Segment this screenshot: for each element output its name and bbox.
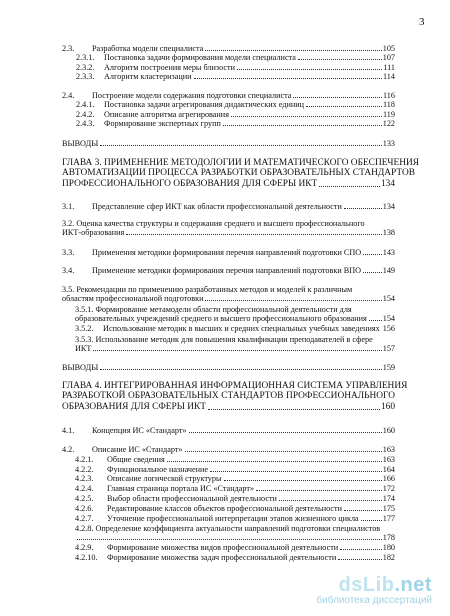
toc-entry-line: 3.5.3. Использование методик для повышения квалификации преподавателей в сфере (75, 335, 373, 344)
toc-leader-dots (93, 350, 381, 351)
toc-entry[interactable] (62, 381, 408, 412)
toc-entry-page: 111 (383, 63, 395, 72)
toc-leader-dots (210, 471, 382, 472)
toc-entry[interactable] (75, 524, 395, 542)
toc-entry-line: 3.5.1. Формирование метамодели области профессиональной деятельности для (75, 305, 352, 314)
toc-entry[interactable] (62, 44, 395, 53)
toc-entry-line: ГЛАВА 3. ПРИМЕНЕНИЕ МЕТОДОЛОГИИ И МАТЕМАТИЧЕСКОГО ОБЕСПЕЧЕНИЯ (62, 158, 420, 168)
toc-entry-title: Уточнение профессиональной интерпретации этапов жизненного цикла (107, 514, 359, 523)
toc-entry-row (75, 344, 395, 353)
toc-entry[interactable] (76, 119, 395, 128)
toc-entry-line: 3.5. Рекомендации по применению разработанных методов и моделей к различным (62, 285, 353, 294)
toc-entry-title: Представление сфер ИКТ как области профессиональной деятельности (92, 202, 342, 211)
toc-entry-number: 2.3.2. (76, 63, 95, 72)
toc-entry-row (62, 228, 395, 237)
toc-entry-title: Формирование множества задач профессиональной деятельности (107, 553, 337, 562)
toc-entry-title: Использование методик в высших и средних специальных учебных заведениях (103, 324, 380, 333)
toc-entry-line: РАЗРАБОТКОЙ ОБРАЗОВАТЕЛЬНЫХ СТАНДАРТОВ ПРОФЕССИОНАЛЬНОГО (62, 391, 395, 402)
toc-entry-title: Выбор области профессиональной деятельности (107, 494, 277, 503)
toc-leader-dots (338, 559, 381, 560)
toc-leader-dots (100, 369, 381, 370)
toc-entry-page: 116 (383, 91, 395, 100)
toc-entry-page: 160 (382, 426, 395, 435)
toc-entry-number: 2.3.1. (76, 53, 95, 62)
toc-entry-page: 138 (382, 228, 395, 238)
toc-entry[interactable] (76, 100, 395, 109)
toc-entry-row (62, 445, 395, 454)
toc-entry-row (62, 294, 395, 303)
toc-entry[interactable] (76, 63, 395, 72)
toc-entry-page: 180 (382, 543, 395, 552)
toc-entry-number: 4.2. (62, 445, 75, 454)
toc-entry-page: 154 (382, 294, 395, 304)
toc-entry-number: 4.1. (62, 426, 75, 435)
toc-entry-title: областям профессиональной подготовки (62, 294, 204, 304)
toc-entry[interactable] (62, 248, 395, 257)
toc-entry[interactable] (62, 219, 395, 237)
watermark-logo-main: dsLib (338, 574, 395, 596)
toc-entry-title: Постановка задачи формирования модели специалиста (104, 53, 296, 62)
toc-entry[interactable] (75, 324, 395, 333)
toc-entry-page: 118 (383, 100, 395, 109)
toc-entry[interactable] (76, 53, 395, 62)
toc-entry-title: Главная страница портала ИС «Стандарт» (107, 484, 255, 493)
toc-entry[interactable] (62, 91, 395, 100)
toc-entry-page: 156 (382, 324, 395, 333)
toc-entry-row (75, 543, 395, 552)
toc-leader-dots (363, 254, 382, 255)
toc-entry-number: 4.2.2. (75, 465, 94, 474)
toc-entry-row (62, 91, 395, 100)
toc-entry[interactable] (62, 363, 395, 372)
toc-leader-dots (306, 106, 382, 107)
toc-entry-number: 4.2.5. (75, 494, 94, 503)
toc-leader-dots (293, 97, 382, 98)
toc-entry-page: 175 (382, 504, 395, 513)
toc-entry-number: 4.2.6. (75, 504, 94, 513)
toc-leader-dots (223, 125, 382, 126)
toc-leader-dots (319, 186, 380, 187)
toc-entry-row (75, 474, 395, 483)
toc-entry-title: Алгоритм кластеризации (104, 72, 192, 81)
toc-leader-dots (369, 320, 382, 321)
toc-entry-title: ПРОФЕССИОНАЛЬНОГО ОБРАЗОВАНИЯ ДЛЯ СФЕРЫ ИКТ (62, 178, 318, 189)
watermark-subtitle: библиотека диссертаций (316, 595, 432, 606)
toc-entry-title: Построение модели содержания подготовки специалиста (92, 91, 292, 100)
toc-entry-page: 149 (382, 266, 395, 275)
toc-entry-number: 3.1. (62, 202, 75, 211)
toc-entry-row (62, 248, 395, 257)
page-number: 3 (419, 16, 425, 28)
toc-entry-page: 163 (382, 455, 395, 464)
toc-entry-page: 105 (382, 44, 395, 53)
toc-entry-number: 3.3. (62, 248, 75, 257)
toc-entry-row (75, 465, 395, 474)
toc-leader-dots (185, 451, 382, 452)
toc-entry-line: 4.2.8. Определение коэффициента актуальности направлений подготовки специалистов (75, 524, 381, 533)
toc-leader-dots (231, 116, 382, 117)
toc-entry-title: Постановка задачи агрегирования дидактических единиц (104, 100, 305, 109)
toc-entry-title: Редактирование классов объектов профессиональной деятельности (107, 504, 343, 513)
toc-entry-page: 164 (382, 465, 395, 474)
toc-entry[interactable] (76, 72, 395, 81)
toc-entry[interactable] (75, 543, 395, 552)
toc-entry-row (62, 426, 395, 435)
toc-leader-dots (363, 272, 382, 273)
toc-leader-dots (344, 208, 382, 209)
toc-entry[interactable] (75, 465, 395, 474)
toc-entry-row (75, 514, 395, 523)
toc-entry[interactable] (76, 110, 395, 119)
toc-entry-row (76, 53, 395, 62)
toc-entry-title: Описание алгоритма агрегирования (104, 110, 229, 119)
toc-leader-dots (298, 59, 382, 60)
toc-entry-number: 3.5.2. (75, 324, 94, 333)
watermark-logo-tld: .net (394, 574, 432, 596)
toc-leader-dots (344, 510, 382, 511)
toc-leader-dots (77, 539, 382, 540)
toc-entry-title: Описание ИС «Стандарт» (92, 445, 183, 454)
toc-entry-number: 2.3.3. (76, 72, 95, 81)
toc-entry-page: 143 (382, 248, 395, 257)
toc-entry-page: 174 (382, 494, 395, 503)
toc-entry[interactable] (75, 504, 395, 513)
toc-leader-dots (194, 78, 382, 79)
toc-entry-page: 134 (382, 202, 395, 211)
toc-entry-title: Описание логической структуры (107, 474, 222, 483)
toc-entry-row (75, 504, 395, 513)
toc-entry[interactable] (75, 335, 395, 353)
toc-leader-dots (340, 549, 382, 550)
toc-entry-row (75, 314, 395, 323)
toc-entry-row (62, 402, 395, 412)
toc-entry-row (75, 553, 395, 562)
toc-entry[interactable] (75, 484, 395, 493)
toc-leader-dots (224, 480, 382, 481)
toc-entry-page: 166 (382, 474, 395, 483)
toc-entry-line: 3.2. Оценка качества структуры и содержания среднего и высшего профессионального (62, 219, 365, 228)
toc-entry[interactable] (62, 445, 395, 454)
toc-entry-title: ВЫВОДЫ (62, 139, 99, 148)
toc-entry-number: 4.2.7. (75, 514, 94, 523)
toc-entry-row (62, 179, 395, 189)
toc-leader-dots (205, 300, 381, 301)
toc-entry-row (62, 266, 395, 275)
toc-entry-row (75, 455, 395, 464)
toc-leader-dots (279, 500, 382, 501)
toc-entry[interactable] (75, 553, 395, 562)
toc-entry-page: 178 (382, 533, 395, 543)
toc-entry-row (62, 363, 395, 372)
toc-entry-page: 134 (380, 178, 395, 189)
toc-entry-row (76, 110, 395, 119)
toc-entry-row (75, 494, 395, 503)
toc-entry-title: Общие сведения (107, 455, 165, 464)
toc-entry-row (76, 72, 395, 81)
toc-entry[interactable] (75, 305, 395, 323)
toc-entry-line: АВТОМАТИЗАЦИИ ПРОЦЕССА РАЗРАБОТКИ ОБРАЗОВАТЕЛЬНЫХ СТАНДАРТОВ (62, 168, 415, 179)
toc-entry[interactable] (75, 474, 395, 483)
toc-entry-page: 119 (383, 110, 395, 119)
toc-entry-row (76, 119, 395, 128)
toc-entry-row (62, 139, 395, 148)
toc-entry-number: 4.2.4. (75, 484, 94, 493)
toc-leader-dots (205, 50, 381, 51)
toc-entry-title: ИКТ-образования (62, 228, 125, 238)
toc-entry-title: Функциональное назначение (107, 465, 209, 474)
toc-entry-title: ОБРАЗОВАНИЯ ДЛЯ СФЕРЫ ИКТ (62, 401, 206, 412)
toc-entry[interactable] (62, 285, 395, 303)
toc-entry-title: Формирование экспертных групп (104, 119, 221, 128)
toc-entry-line: ГЛАВА 4. ИНТЕГРИРОВАННАЯ ИНФОРМАЦИОННАЯ СИСТЕМА УПРАВЛЕНИЯ (62, 381, 408, 391)
toc-entry-number: 4.2.1. (75, 455, 94, 464)
toc-entry[interactable] (62, 139, 395, 148)
toc-entry-number: 2.4.2. (76, 110, 95, 119)
toc-leader-dots (100, 145, 381, 146)
toc-leader-dots (189, 432, 382, 433)
toc-entry-page: 107 (382, 53, 395, 62)
toc-entry-number: 4.2.10. (75, 553, 98, 562)
toc-entry-row (62, 44, 395, 53)
toc-leader-dots (256, 490, 382, 491)
toc-entry-title: ВЫВОДЫ (62, 363, 99, 372)
toc-entry-page: 160 (380, 401, 395, 412)
toc-entry-title: Формирование множества видов профессиональной деятельности (107, 543, 339, 552)
toc-entry-number: 4.2.3. (75, 474, 94, 483)
toc-entry-page: 159 (382, 363, 395, 372)
toc-entry[interactable] (75, 494, 395, 503)
toc-entry-title: ИКТ (75, 344, 92, 354)
toc-entry-row (76, 100, 395, 109)
toc-entry-page: 182 (382, 553, 395, 562)
toc-entry-page: 157 (382, 344, 395, 354)
toc-entry-page: 163 (382, 445, 395, 454)
toc-entry-row (75, 484, 395, 493)
toc-entry-title: Разработка модели специалиста (92, 44, 204, 53)
toc-entry-title: Алгоритм построения меры близости (104, 63, 235, 72)
toc-leader-dots (237, 69, 382, 70)
toc-entry-title: Концепция ИС «Стандарт» (92, 426, 187, 435)
toc-leader-dots (208, 409, 380, 410)
toc-entry[interactable] (62, 158, 420, 189)
toc-entry[interactable] (62, 202, 395, 211)
toc-leader-dots (126, 234, 381, 235)
toc-entry-number: 2.4. (62, 91, 75, 100)
toc-entry-row (75, 324, 395, 333)
toc-entry-page: 133 (382, 139, 395, 148)
toc-entry-row (75, 533, 395, 542)
toc-entry[interactable] (75, 514, 395, 523)
toc-entry-number: 2.4.3. (76, 119, 95, 128)
toc-leader-dots (361, 520, 382, 521)
toc-entry-title: Применения методики формирования перечня направлений подготовки СПО (92, 248, 362, 257)
toc-entry-row (76, 63, 395, 72)
toc-entry[interactable] (62, 426, 395, 435)
watermark (316, 574, 432, 606)
toc-entry-page: 122 (382, 119, 395, 128)
toc-entry-page: 172 (382, 484, 395, 493)
toc-entry-page: 114 (383, 72, 395, 81)
toc-entry-page: 154 (382, 314, 395, 324)
toc-entry-page: 177 (382, 514, 395, 523)
toc-entry-row (62, 202, 395, 211)
toc-entry[interactable] (62, 266, 395, 275)
toc-entry-title: образовательных учреждений среднего и высшего профессионального образования (75, 314, 367, 324)
watermark-logo (316, 574, 432, 597)
toc-entry-title: Применение методики формирования перечня направлений подготовки ВПО (92, 266, 362, 275)
toc-leader-dots (167, 461, 382, 462)
toc-entry[interactable] (75, 455, 395, 464)
toc-entry-number: 3.4. (62, 266, 75, 275)
toc-entry-number: 2.3. (62, 44, 75, 53)
toc-entry-number: 4.2.9. (75, 543, 94, 552)
toc-entry-number: 2.4.1. (76, 100, 95, 109)
